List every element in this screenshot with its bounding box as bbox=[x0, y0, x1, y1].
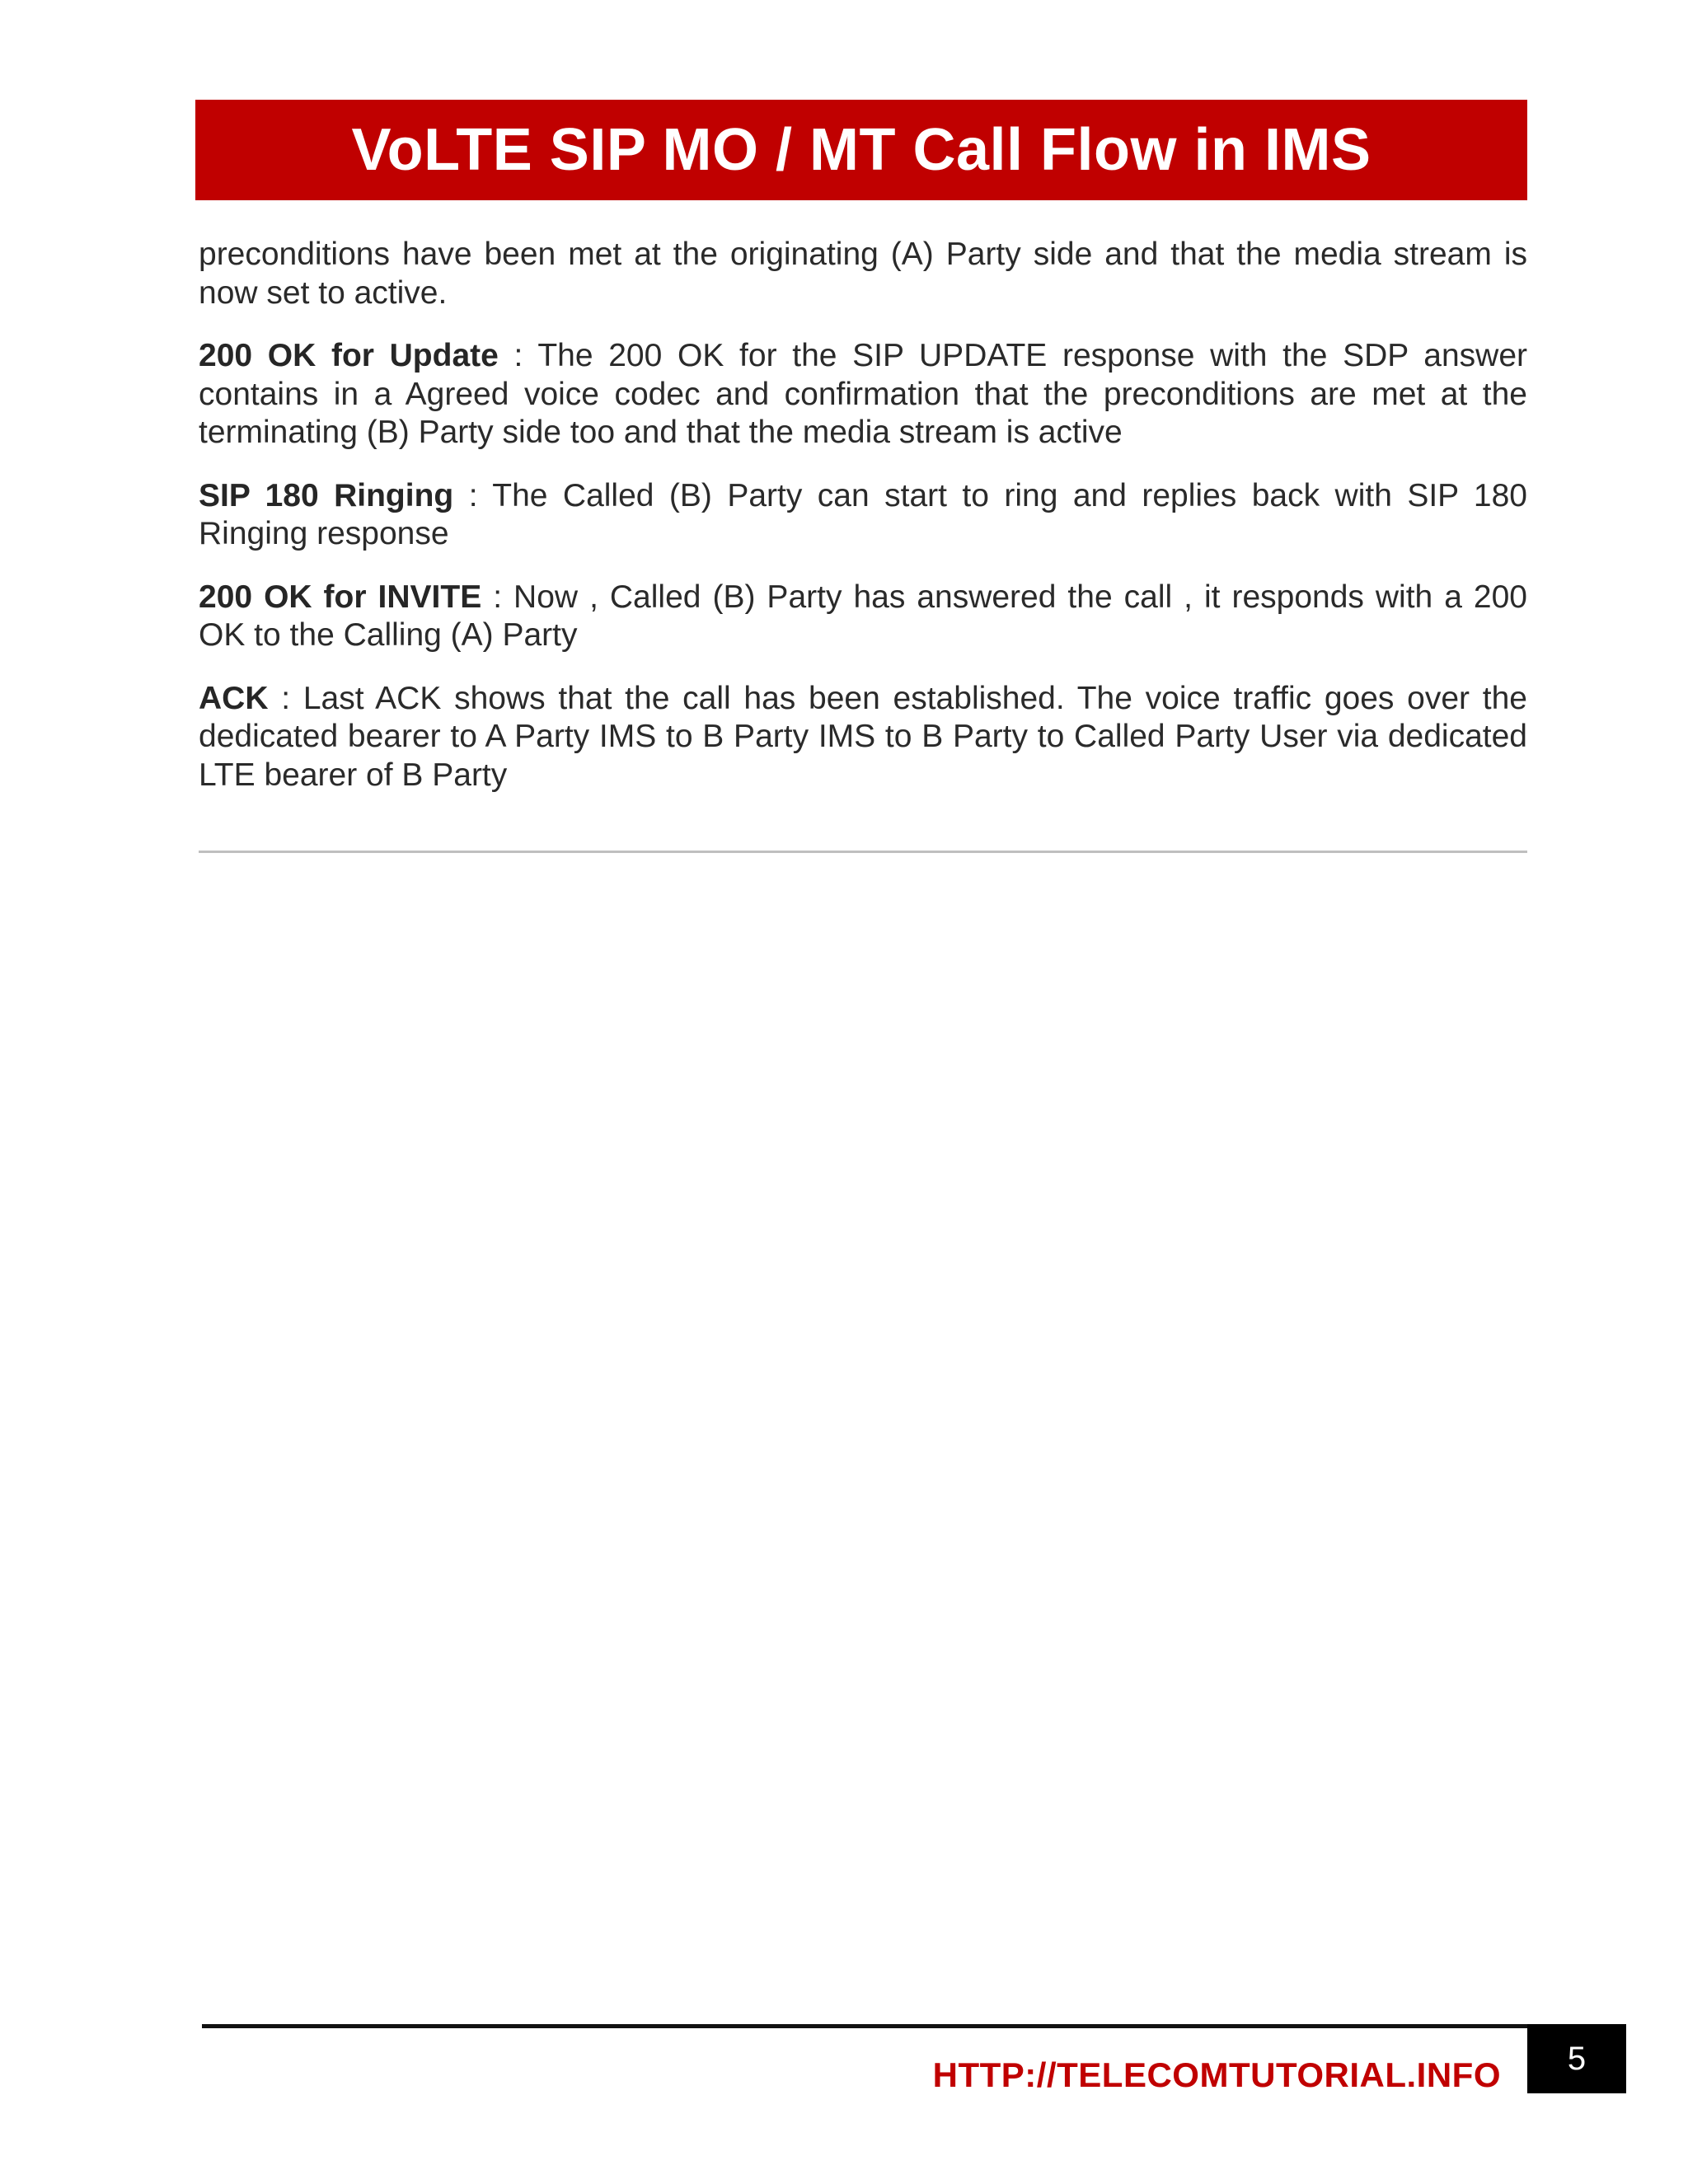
content-divider bbox=[199, 851, 1527, 853]
term-sip-180-ringing: SIP 180 Ringing bbox=[199, 477, 454, 513]
term-200-ok-update: 200 OK for Update bbox=[199, 338, 499, 373]
term-ack: ACK bbox=[199, 680, 269, 716]
page-number: 5 bbox=[1567, 2040, 1587, 2077]
paragraph-200-ok-update bbox=[199, 337, 1527, 452]
footer-url-link[interactable]: HTTP://TELECOMTUTORIAL.INFO bbox=[932, 2055, 1501, 2094]
text-200-ok-update: : The 200 OK for the SIP UPDATE response with the SDP answer contains in a Agreed voice codec and confirmation that the preconditions are met at the terminating (B) Party side too and that the media stream is active bbox=[199, 338, 1527, 450]
paragraph-ack bbox=[199, 680, 1527, 795]
text-sip-180-ringing: : The Called (B) Party can start to ring and replies back with SIP 180 Ringing response bbox=[199, 477, 1527, 551]
footer-divider bbox=[202, 2024, 1527, 2028]
title-banner bbox=[195, 100, 1527, 200]
paragraph-200-ok-invite bbox=[199, 579, 1527, 655]
page-number-box bbox=[1527, 2024, 1626, 2093]
intro-paragraph: preconditions have been met at the originating (A) Party side and that the media stream is now set to active. bbox=[199, 237, 1527, 311]
text-200-ok-invite: : Now , Called (B) Party has answered the call , it responds with a 200 OK to the Calling (A) Party bbox=[199, 579, 1527, 653]
paragraph-sip-180-ringing bbox=[199, 477, 1527, 554]
text-ack: : Last ACK shows that the call has been established. The voice traffic goes over the dedicated bearer to A Party IMS to B Party IMS to B Party to Called Party User via dedicated LTE bearer of B Party bbox=[199, 680, 1527, 793]
page-title: VoLTE SIP MO / MT Call Flow in IMS bbox=[351, 117, 1372, 183]
content-body bbox=[199, 236, 1527, 819]
term-200-ok-invite: 200 OK for INVITE bbox=[199, 579, 482, 615]
